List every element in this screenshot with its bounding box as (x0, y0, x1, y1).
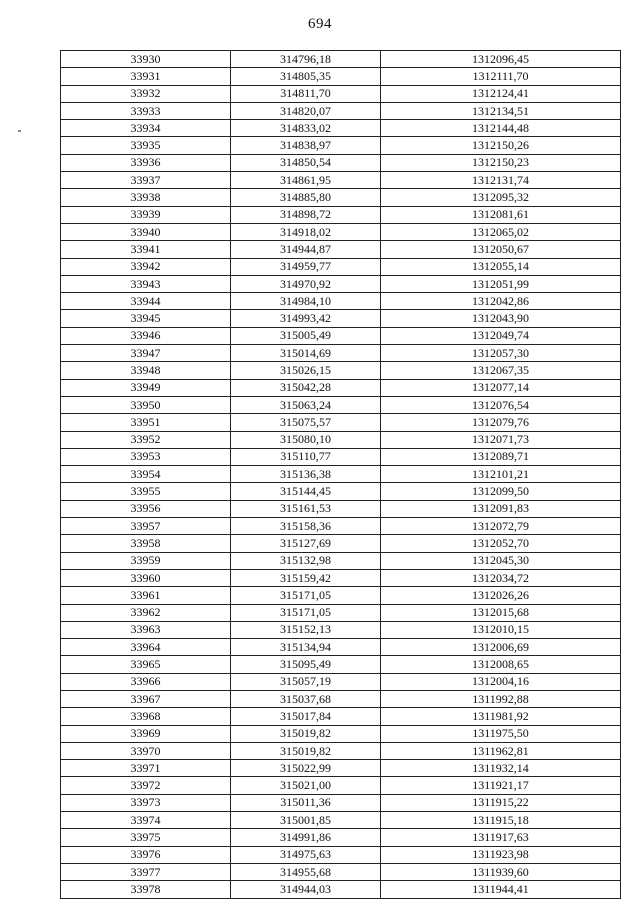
table-row (61, 518, 621, 535)
x-coordinate-cell: 315022,99 (231, 760, 381, 777)
point-number-cell: 33937 (61, 172, 231, 189)
y-coordinate-cell: 1312006,69 (381, 639, 621, 656)
point-number-cell: 33936 (61, 154, 231, 171)
y-coordinate-cell: 1312144,48 (381, 120, 621, 137)
y-coordinate-cell: 1312081,61 (381, 206, 621, 223)
x-coordinate-cell: 315152,13 (231, 621, 381, 638)
x-coordinate-cell: 314898,72 (231, 206, 381, 223)
table-row (61, 863, 621, 880)
x-coordinate-cell: 314796,18 (231, 51, 381, 68)
y-coordinate-cell: 1312057,30 (381, 345, 621, 362)
x-coordinate-cell: 314955,68 (231, 863, 381, 880)
point-number-cell: 33939 (61, 206, 231, 223)
point-number-cell: 33967 (61, 690, 231, 707)
table-row (61, 812, 621, 829)
y-coordinate-cell: 1312111,70 (381, 68, 621, 85)
x-coordinate-cell: 315134,94 (231, 639, 381, 656)
table-row (61, 777, 621, 794)
point-number-cell: 33968 (61, 708, 231, 725)
x-coordinate-cell: 315095,49 (231, 656, 381, 673)
x-coordinate-cell: 315144,45 (231, 483, 381, 500)
y-coordinate-cell: 1312004,16 (381, 673, 621, 690)
y-coordinate-cell: 1312067,35 (381, 362, 621, 379)
point-number-cell: 33957 (61, 518, 231, 535)
x-coordinate-cell: 314918,02 (231, 223, 381, 240)
table-row (61, 587, 621, 604)
y-coordinate-cell: 1311921,17 (381, 777, 621, 794)
point-number-cell: 33974 (61, 812, 231, 829)
y-coordinate-cell: 1312065,02 (381, 223, 621, 240)
point-number-cell: 33945 (61, 310, 231, 327)
x-coordinate-cell: 314944,03 (231, 881, 381, 898)
x-coordinate-cell: 314805,35 (231, 68, 381, 85)
table-row (61, 293, 621, 310)
table-row (61, 154, 621, 171)
x-coordinate-cell: 315080,10 (231, 431, 381, 448)
y-coordinate-cell: 1311981,92 (381, 708, 621, 725)
point-number-cell: 33940 (61, 223, 231, 240)
point-number-cell: 33941 (61, 241, 231, 258)
table-row (61, 189, 621, 206)
x-coordinate-cell: 314993,42 (231, 310, 381, 327)
point-number-cell: 33963 (61, 621, 231, 638)
table-row (61, 345, 621, 362)
x-coordinate-cell: 315011,36 (231, 794, 381, 811)
y-coordinate-cell: 1312010,15 (381, 621, 621, 638)
y-coordinate-cell: 1312150,26 (381, 137, 621, 154)
point-number-cell: 33938 (61, 189, 231, 206)
x-coordinate-cell: 315110,77 (231, 448, 381, 465)
point-number-cell: 33954 (61, 466, 231, 483)
point-number-cell: 33959 (61, 552, 231, 569)
y-coordinate-cell: 1312077,14 (381, 379, 621, 396)
y-coordinate-cell: 1311944,41 (381, 881, 621, 898)
table-row (61, 275, 621, 292)
x-coordinate-cell: 315005,49 (231, 327, 381, 344)
y-coordinate-cell: 1311962,81 (381, 742, 621, 759)
point-number-cell: 33950 (61, 396, 231, 413)
x-coordinate-cell: 315014,69 (231, 345, 381, 362)
y-coordinate-cell: 1312049,74 (381, 327, 621, 344)
table-row (61, 414, 621, 431)
table-row (61, 206, 621, 223)
y-coordinate-cell: 1312076,54 (381, 396, 621, 413)
table-row (61, 466, 621, 483)
table-row (61, 241, 621, 258)
point-number-cell: 33975 (61, 829, 231, 846)
point-number-cell: 33953 (61, 448, 231, 465)
x-coordinate-cell: 315075,57 (231, 414, 381, 431)
coordinates-table-body (61, 51, 621, 899)
x-coordinate-cell: 314984,10 (231, 293, 381, 310)
x-coordinate-cell: 315063,24 (231, 396, 381, 413)
point-number-cell: 33942 (61, 258, 231, 275)
table-row (61, 85, 621, 102)
y-coordinate-cell: 1312051,99 (381, 275, 621, 292)
table-row (61, 673, 621, 690)
scan-speck (18, 130, 21, 132)
table-row (61, 51, 621, 68)
y-coordinate-cell: 1312101,21 (381, 466, 621, 483)
table-row (61, 829, 621, 846)
x-coordinate-cell: 314885,80 (231, 189, 381, 206)
table-row (61, 120, 621, 137)
point-number-cell: 33978 (61, 881, 231, 898)
table-row (61, 725, 621, 742)
coordinates-table (60, 50, 621, 899)
x-coordinate-cell: 315159,42 (231, 569, 381, 586)
x-coordinate-cell: 315026,15 (231, 362, 381, 379)
point-number-cell: 33966 (61, 673, 231, 690)
point-number-cell: 33965 (61, 656, 231, 673)
point-number-cell: 33946 (61, 327, 231, 344)
table-row (61, 448, 621, 465)
point-number-cell: 33972 (61, 777, 231, 794)
point-number-cell: 33962 (61, 604, 231, 621)
y-coordinate-cell: 1311915,18 (381, 812, 621, 829)
table-row (61, 102, 621, 119)
table-row (61, 881, 621, 898)
table-row (61, 137, 621, 154)
point-number-cell: 33948 (61, 362, 231, 379)
y-coordinate-cell: 1312052,70 (381, 535, 621, 552)
x-coordinate-cell: 315132,98 (231, 552, 381, 569)
table-row (61, 258, 621, 275)
page-number: 694 (308, 16, 332, 32)
x-coordinate-cell: 314850,54 (231, 154, 381, 171)
point-number-cell: 33944 (61, 293, 231, 310)
table-row (61, 742, 621, 759)
point-number-cell: 33970 (61, 742, 231, 759)
table-row (61, 379, 621, 396)
table-row (61, 431, 621, 448)
point-number-cell: 33958 (61, 535, 231, 552)
point-number-cell: 33952 (61, 431, 231, 448)
x-coordinate-cell: 314861,95 (231, 172, 381, 189)
table-row (61, 396, 621, 413)
x-coordinate-cell: 314811,70 (231, 85, 381, 102)
table-row (61, 172, 621, 189)
point-number-cell: 33933 (61, 102, 231, 119)
y-coordinate-cell: 1311915,22 (381, 794, 621, 811)
point-number-cell: 33969 (61, 725, 231, 742)
y-coordinate-cell: 1312055,14 (381, 258, 621, 275)
x-coordinate-cell: 315171,05 (231, 587, 381, 604)
y-coordinate-cell: 1312015,68 (381, 604, 621, 621)
y-coordinate-cell: 1312026,26 (381, 587, 621, 604)
x-coordinate-cell: 315019,82 (231, 742, 381, 759)
y-coordinate-cell: 1311939,60 (381, 863, 621, 880)
x-coordinate-cell: 315021,00 (231, 777, 381, 794)
point-number-cell: 33976 (61, 846, 231, 863)
x-coordinate-cell: 315127,69 (231, 535, 381, 552)
x-coordinate-cell: 314991,86 (231, 829, 381, 846)
y-coordinate-cell: 1312096,45 (381, 51, 621, 68)
point-number-cell: 33977 (61, 863, 231, 880)
point-number-cell: 33964 (61, 639, 231, 656)
table-row (61, 656, 621, 673)
y-coordinate-cell: 1312150,23 (381, 154, 621, 171)
x-coordinate-cell: 315057,19 (231, 673, 381, 690)
x-coordinate-cell: 315037,68 (231, 690, 381, 707)
y-coordinate-cell: 1312079,76 (381, 414, 621, 431)
table-row (61, 760, 621, 777)
y-coordinate-cell: 1312095,32 (381, 189, 621, 206)
y-coordinate-cell: 1312091,83 (381, 500, 621, 517)
table-row (61, 68, 621, 85)
y-coordinate-cell: 1311923,98 (381, 846, 621, 863)
y-coordinate-cell: 1311992,88 (381, 690, 621, 707)
point-number-cell: 33935 (61, 137, 231, 154)
y-coordinate-cell: 1312099,50 (381, 483, 621, 500)
table-row (61, 569, 621, 586)
table-row (61, 483, 621, 500)
y-coordinate-cell: 1312042,86 (381, 293, 621, 310)
table-row (61, 362, 621, 379)
point-number-cell: 33947 (61, 345, 231, 362)
y-coordinate-cell: 1312072,79 (381, 518, 621, 535)
x-coordinate-cell: 314838,97 (231, 137, 381, 154)
point-number-cell: 33971 (61, 760, 231, 777)
table-row (61, 500, 621, 517)
point-number-cell: 33951 (61, 414, 231, 431)
y-coordinate-cell: 1312089,71 (381, 448, 621, 465)
x-coordinate-cell: 314944,87 (231, 241, 381, 258)
point-number-cell: 33949 (61, 379, 231, 396)
table-row (61, 552, 621, 569)
x-coordinate-cell: 314833,02 (231, 120, 381, 137)
point-number-cell: 33955 (61, 483, 231, 500)
table-row (61, 639, 621, 656)
y-coordinate-cell: 1312124,41 (381, 85, 621, 102)
y-coordinate-cell: 1312134,51 (381, 102, 621, 119)
point-number-cell: 33930 (61, 51, 231, 68)
x-coordinate-cell: 314970,92 (231, 275, 381, 292)
y-coordinate-cell: 1312045,30 (381, 552, 621, 569)
x-coordinate-cell: 314959,77 (231, 258, 381, 275)
x-coordinate-cell: 315042,28 (231, 379, 381, 396)
point-number-cell: 33934 (61, 120, 231, 137)
x-coordinate-cell: 315161,53 (231, 500, 381, 517)
x-coordinate-cell: 314975,63 (231, 846, 381, 863)
y-coordinate-cell: 1311917,63 (381, 829, 621, 846)
y-coordinate-cell: 1312131,74 (381, 172, 621, 189)
point-number-cell: 33956 (61, 500, 231, 517)
x-coordinate-cell: 314820,07 (231, 102, 381, 119)
table-row (61, 327, 621, 344)
point-number-cell: 33943 (61, 275, 231, 292)
table-row (61, 708, 621, 725)
y-coordinate-cell: 1312008,65 (381, 656, 621, 673)
point-number-cell: 33960 (61, 569, 231, 586)
y-coordinate-cell: 1312043,90 (381, 310, 621, 327)
x-coordinate-cell: 315001,85 (231, 812, 381, 829)
y-coordinate-cell: 1312034,72 (381, 569, 621, 586)
y-coordinate-cell: 1312050,67 (381, 241, 621, 258)
table-row (61, 604, 621, 621)
x-coordinate-cell: 315019,82 (231, 725, 381, 742)
y-coordinate-cell: 1312071,73 (381, 431, 621, 448)
x-coordinate-cell: 315171,05 (231, 604, 381, 621)
x-coordinate-cell: 315136,38 (231, 466, 381, 483)
x-coordinate-cell: 315158,36 (231, 518, 381, 535)
point-number-cell: 33932 (61, 85, 231, 102)
y-coordinate-cell: 1311975,50 (381, 725, 621, 742)
y-coordinate-cell: 1311932,14 (381, 760, 621, 777)
table-row (61, 846, 621, 863)
point-number-cell: 33973 (61, 794, 231, 811)
table-row (61, 223, 621, 240)
table-row (61, 794, 621, 811)
table-row (61, 535, 621, 552)
point-number-cell: 33961 (61, 587, 231, 604)
point-number-cell: 33931 (61, 68, 231, 85)
x-coordinate-cell: 315017,84 (231, 708, 381, 725)
table-row (61, 690, 621, 707)
table-row (61, 621, 621, 638)
table-row (61, 310, 621, 327)
